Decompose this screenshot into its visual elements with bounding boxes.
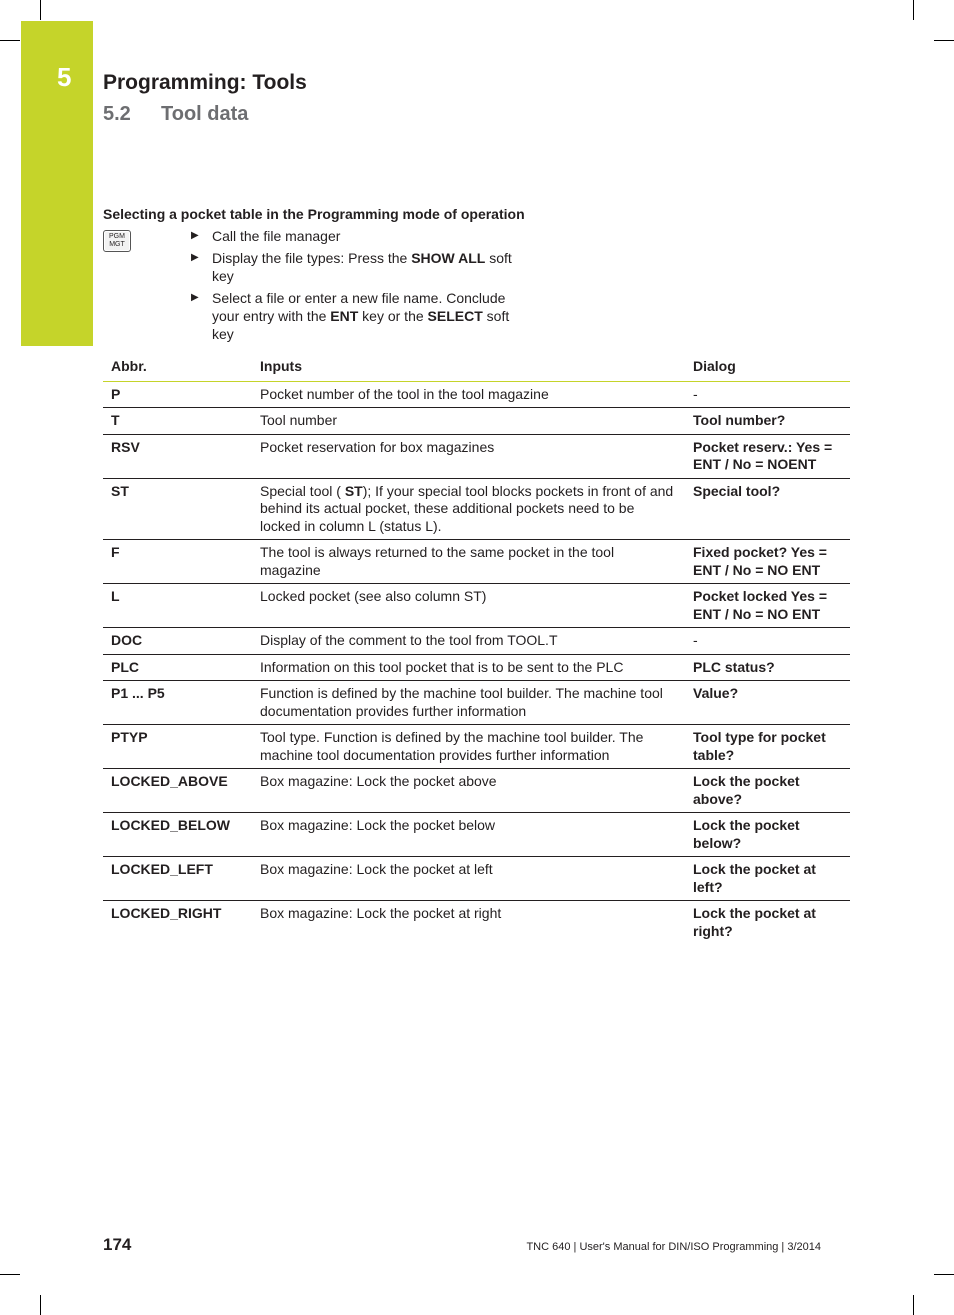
- crop-mark: [40, 0, 41, 20]
- header-abbr: Abbr.: [103, 356, 252, 381]
- footer-text: TNC 640 | User's Manual for DIN/ISO Programming | 3/2014: [526, 1241, 821, 1253]
- cell-inputs: Tool number: [252, 408, 685, 435]
- cell-abbr: RSV: [103, 434, 252, 478]
- header-inputs: Inputs: [252, 356, 685, 381]
- step-item: [191, 227, 531, 245]
- cell-inputs: Box magazine: Lock the pocket at right: [260, 905, 502, 921]
- table-row: [103, 725, 850, 769]
- step-item: [191, 289, 531, 343]
- cell-dialog: Special tool?: [685, 478, 850, 540]
- cell-abbr: F: [103, 540, 252, 584]
- cell-dialog: Lock the pocket above?: [685, 769, 850, 813]
- step-text: soft key: [212, 250, 512, 284]
- crop-mark: [934, 1274, 954, 1275]
- cell-text: ); If your special tool blocks pockets in front of and behind its actual pocket, these additional pockets need to be locked in column L (status L).: [260, 482, 674, 534]
- table-row: [103, 408, 850, 435]
- table-row: [103, 381, 850, 408]
- cell-inputs: Tool type. Function is defined by the machine tool builder. The machine tool documentation provides further information: [252, 725, 685, 769]
- cell-inputs: Pocket number of the tool in the tool magazine: [252, 381, 685, 408]
- crop-mark: [913, 1295, 914, 1315]
- key-name: ENT: [330, 308, 359, 324]
- step-text: Select a file or enter a new file name. Conclude your entry with the: [212, 290, 506, 324]
- key-label-line2: MGT: [109, 241, 125, 248]
- cell-inputs: The tool is always returned to the same pocket in the tool magazine: [252, 540, 685, 584]
- cell-abbr: L: [103, 584, 252, 628]
- section-number: 5.2: [103, 103, 131, 125]
- step-text: Call the file manager: [212, 228, 341, 244]
- section-title: Tool data: [161, 103, 249, 125]
- cell-inputs: [252, 478, 685, 540]
- cell-inputs: Box magazine: Lock the pocket below: [252, 813, 685, 857]
- crop-mark: [913, 0, 914, 20]
- table-row: [103, 901, 850, 945]
- cell-inputs: Display of the comment to the tool from TOOL.T: [252, 628, 685, 655]
- cell-abbr: LOCKED_BELOW: [103, 813, 252, 857]
- page-number: 174: [103, 1235, 132, 1254]
- cell-dialog: Fixed pocket? Yes = ENT / No = NO ENT: [685, 540, 850, 584]
- arrow-right-icon: ▶: [191, 292, 199, 303]
- subheading: Selecting a pocket table in the Programming mode of operation: [103, 206, 525, 222]
- cell-dialog: Lock the pocket at left?: [685, 857, 850, 901]
- crop-mark: [0, 1274, 20, 1275]
- table-row: [103, 857, 850, 901]
- cell-inputs: Locked pocket (see also column ST): [252, 584, 685, 628]
- pgm-mgt-key-icon: [103, 230, 131, 252]
- cell-abbr: LOCKED_LEFT: [103, 857, 252, 901]
- chapter-title: Programming: Tools: [103, 71, 307, 94]
- cell-text-bold: ST: [344, 482, 363, 499]
- cell-abbr: P: [103, 381, 252, 408]
- step-text: soft key: [212, 308, 510, 342]
- cell-dialog: Pocket reserv.: Yes = ENT / No = NOENT: [685, 434, 850, 478]
- cell-dialog: -: [685, 381, 850, 408]
- header-dialog: Dialog: [685, 356, 850, 381]
- cell-abbr: PTYP: [103, 725, 252, 769]
- table-row: [103, 584, 850, 628]
- cell-abbr: DOC: [103, 628, 252, 655]
- cell-inputs: Pocket reservation for box magazines: [252, 434, 685, 478]
- chapter-number: 5: [57, 62, 72, 92]
- cell-abbr: T: [103, 408, 252, 435]
- cell-inputs: Box magazine: Lock the pocket above: [252, 769, 685, 813]
- cell-dialog: Value?: [685, 681, 850, 725]
- crop-mark: [0, 40, 20, 41]
- table-row: [103, 654, 850, 681]
- table-header-row: [103, 356, 850, 381]
- cell-dialog: Tool number?: [685, 408, 850, 435]
- softkey-name: SHOW ALL: [411, 250, 486, 266]
- step-item: [191, 249, 531, 285]
- table-row: [103, 540, 850, 584]
- step-list: [191, 227, 531, 347]
- table-row: [103, 478, 850, 540]
- cell-abbr: LOCKED_RIGHT: [111, 905, 222, 921]
- cell-inputs: Function is defined by the machine tool builder. The machine tool documentation provides further information: [252, 681, 685, 725]
- cell-abbr: P1 ... P5: [103, 681, 252, 725]
- cell-abbr: ST: [103, 478, 252, 540]
- table-row: [103, 813, 850, 857]
- cell-dialog: -: [685, 628, 850, 655]
- softkey-name: SELECT: [427, 308, 483, 324]
- cell-dialog: PLC status?: [685, 654, 850, 681]
- table-row: [103, 769, 850, 813]
- arrow-right-icon: ▶: [191, 230, 199, 241]
- table-row: [103, 434, 850, 478]
- arrow-right-icon: ▶: [191, 252, 199, 263]
- cell-text: Special tool (: [260, 482, 345, 499]
- step-text: Display the file types: Press the: [212, 250, 412, 266]
- crop-mark: [40, 1295, 41, 1315]
- step-text: key or the: [358, 308, 428, 324]
- cell-inputs: Box magazine: Lock the pocket at left: [252, 857, 685, 901]
- cell-abbr: LOCKED_ABOVE: [103, 769, 252, 813]
- cell-dialog: Lock the pocket at right?: [693, 905, 816, 939]
- cell-dialog: Lock the pocket below?: [685, 813, 850, 857]
- cell-abbr: PLC: [103, 654, 252, 681]
- table-row: [103, 628, 850, 655]
- pocket-table: [103, 356, 850, 944]
- crop-mark: [934, 40, 954, 41]
- key-label-line1: PGM: [109, 233, 125, 240]
- cell-inputs: Information on this tool pocket that is to be sent to the PLC: [252, 654, 685, 681]
- cell-dialog: Pocket locked Yes = ENT / No = NO ENT: [685, 584, 850, 628]
- table-row: [103, 681, 850, 725]
- cell-dialog: Tool type for pocket table?: [685, 725, 850, 769]
